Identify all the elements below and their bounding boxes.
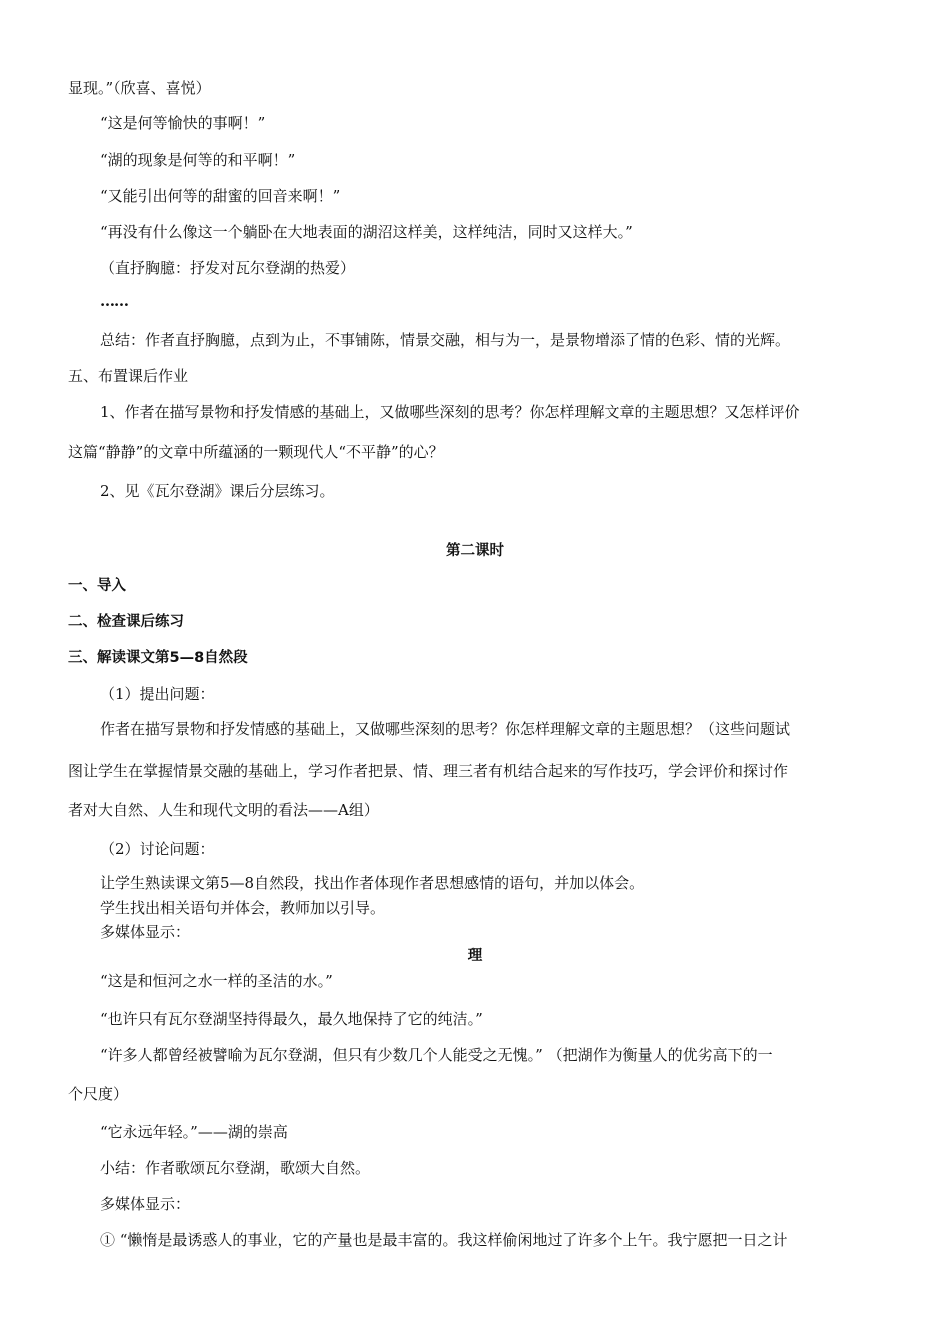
quote-line: “它永远年轻。”——湖的崇高 [100,1123,288,1141]
quote-line: “再没有什么像这一个躺卧在大地表面的湖沼这样美，这样纯洁，同时又这样大。” [100,223,633,241]
section-heading: 二、检查课后练习 [68,614,184,630]
paragraph-line: 显现。”（欣喜、喜悦） [68,79,211,97]
homework-item: 1、作者在描写景物和抒发情感的基础上，又做哪些深刻的思考？你怎样理解文章的主题思想？又怎样评价 [100,403,800,421]
quote-line: “湖的现象是何等的和平啊！” [100,151,296,169]
paragraph-line: 让学生熟读课文第5—8自然段，找出作者体现作者思想感情的语句，并加以体会。 [100,874,645,892]
section-heading: 一、导入 [68,578,126,594]
lesson-title: 第二课时 [446,543,504,559]
paragraph-line: 者对大自然、人生和现代文明的看法——A组） [68,801,379,819]
quote-line-continued: 个尺度） [68,1085,129,1103]
annotation-line: （直抒胸臆：抒发对瓦尔登湖的热爱） [100,259,356,277]
paragraph-line: 作者在描写景物和抒发情感的基础上，又做哪些深刻的思考？你怎样理解文章的主题思想？（这些问题试 [100,720,791,738]
section-heading: 三、解读课文第5—8自然段 [68,650,248,666]
quote-line: “许多人都曾经被譬喻为瓦尔登湖，但只有少数几个人能受之无愧。” （把湖作为衡量人的优劣高下的一 [100,1046,773,1064]
quote-line: “也许只有瓦尔登湖坚持得最久，最久地保持了它的纯洁。” [100,1010,483,1028]
homework-item-continued: 这篇“静静”的文章中所蕴涵的一颗现代人“不平静”的心？ [68,443,444,461]
sub-heading: （1）提出问题： [100,685,215,703]
sub-heading: （2）讨论问题： [100,840,215,858]
paragraph-line: 图让学生在掌握情景交融的基础上，学习作者把景、情、理三者有机结合起来的写作技巧，学会评价和探讨作 [68,762,789,780]
quote-line: ① “懒惰是最诱惑人的事业，它的产量也是最丰富的。我这样偷闲地过了许多个上午。我宁愿把一日之计 [100,1231,788,1249]
section-heading: 五、布置课后作业 [68,367,189,385]
summary-line: 小结：作者歌颂瓦尔登湖，歌颂大自然。 [100,1159,371,1177]
paragraph-line: 学生找出相关语句并体会，教师加以引导。 [100,899,386,917]
homework-item: 2、见《瓦尔登湖》课后分层练习。 [100,482,335,500]
quote-line: “这是何等愉快的事啊！” [100,114,266,132]
quote-line: “又能引出何等的甜蜜的回音来啊！” [100,187,341,205]
paragraph-line: 多媒体显示： [100,923,191,941]
paragraph-line: 多媒体显示： [100,1195,191,1213]
centered-heading: 理 [467,948,483,964]
summary-line: 总结：作者直抒胸臆，点到为止，不事铺陈，情景交融，相与为一，是景物增添了情的色彩、情的光辉。 [100,331,791,349]
quote-line: “这是和恒河之水一样的圣洁的水。” [100,972,333,990]
ellipsis: …… [100,292,128,310]
